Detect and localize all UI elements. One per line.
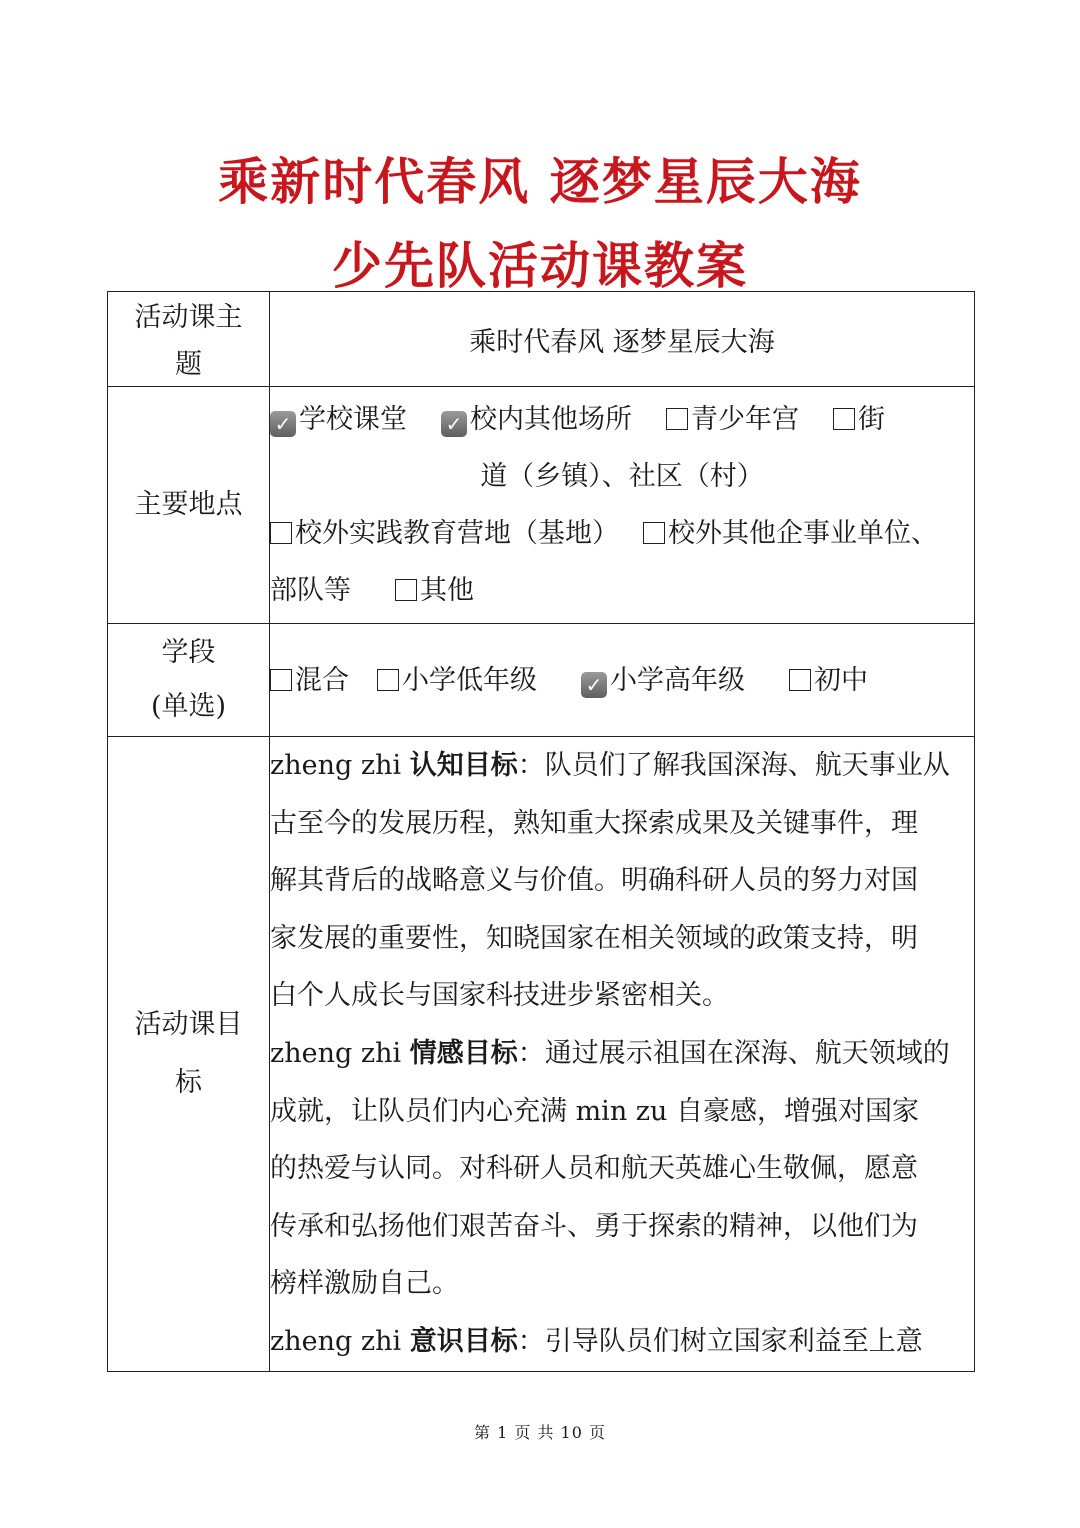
theme-label-line1: 活动课主 [134, 302, 243, 333]
empty-checkbox-icon [666, 408, 688, 430]
location-label: 主要地点 [134, 489, 243, 520]
option-school-classroom[interactable]: ✓ 学校课堂 [270, 391, 407, 448]
table-row-grade [108, 624, 975, 737]
goal-text-line: 家发展的重要性，知晓国家在相关领域的政策支持，明 [270, 922, 918, 954]
goal-text-line: 的热爱与认同。对科研人员和航天英雄心生敬佩，愿意 [270, 1153, 918, 1185]
option-other-enterprise[interactable]: 校外其他企事业单位、 [643, 505, 938, 562]
goal-text-line: 解其背后的战略意义与价值。明确科研人员的努力对国 [270, 865, 918, 897]
grade-options-cell [270, 624, 975, 737]
goal-text-line: 白个人成长与国家科技进步紧密相关。 [270, 980, 729, 1012]
lesson-plan-table [107, 291, 975, 1372]
table-row-goals [108, 737, 975, 1372]
option-street-community-continued: 道（乡镇）、社区（村） [480, 461, 764, 492]
option-junior-high[interactable]: 初中 [789, 652, 868, 709]
emotion-goal-title: 情感目标 [409, 1037, 518, 1069]
option-practice-camp[interactable]: 校外实践教育营地（基地） [270, 505, 619, 562]
option-youth-palace[interactable]: 青少年宫 [666, 391, 799, 448]
checked-checkbox-icon: ✓ [441, 411, 467, 437]
option-mixed[interactable]: 混合 [270, 652, 349, 709]
page-footer: 第 1 页 共 10 页 [474, 1423, 606, 1442]
goal-text-line: 榜样激励自己。 [270, 1268, 459, 1300]
goal-text-line: 传承和弘扬他们艰苦奋斗、勇于探索的精神，以他们为 [270, 1210, 918, 1242]
document-subtitle: 少先队活动课教案 [332, 237, 748, 295]
location-options-cell [270, 387, 975, 624]
empty-checkbox-icon [270, 669, 292, 691]
emotion-goal-line: zheng zhi 情感目标：通过展示祖国在深海、航天领域的 [270, 1037, 950, 1069]
cognitive-goal-line: zheng zhi 认知目标：队员们了解我国深海、航天事业从 [270, 750, 950, 781]
table-row-theme [108, 292, 975, 387]
option-other-enterprise-continued: 部队等 [270, 575, 351, 606]
grade-label-line2: (单选) [150, 691, 227, 722]
theme-value-cell [270, 292, 975, 387]
goal-text-line: 成就，让队员们内心充满 min zu 自豪感，增强对国家 [270, 1095, 919, 1127]
goals-label-line2: 标 [175, 1067, 202, 1098]
option-other[interactable]: 其他 [395, 562, 474, 619]
goals-content-cell [270, 737, 975, 1372]
empty-checkbox-icon [833, 408, 855, 430]
awareness-goal-line: zheng zhi 意识目标：引导队员们树立国家利益至上意 [270, 1325, 923, 1357]
empty-checkbox-icon [643, 522, 665, 544]
grade-label-line1: 学段 [161, 637, 216, 668]
empty-checkbox-icon [377, 669, 399, 691]
empty-checkbox-icon [395, 579, 417, 601]
goals-label-line1: 活动课目 [134, 1009, 243, 1040]
theme-label-line2: 题 [175, 349, 202, 380]
empty-checkbox-icon [789, 669, 811, 691]
grade-label-cell [108, 624, 270, 737]
option-street-community[interactable]: 街 [833, 391, 885, 448]
checked-checkbox-icon: ✓ [270, 411, 296, 437]
option-school-other-place[interactable]: ✓ 校内其他场所 [441, 391, 632, 448]
option-primary-lower[interactable]: 小学低年级 [377, 652, 537, 709]
theme-label-cell [108, 292, 270, 387]
option-primary-upper[interactable]: ✓ 小学高年级 [581, 652, 745, 709]
goals-label-cell [108, 737, 270, 1372]
document-title: 乘新时代春风 逐梦星辰大海 [218, 153, 862, 211]
goal-text-line: 古至今的发展历程，熟知重大探索成果及关键事件，理 [270, 807, 918, 839]
checked-checkbox-icon: ✓ [581, 672, 607, 698]
table-row-location [108, 387, 975, 624]
location-label-cell [108, 387, 270, 624]
empty-checkbox-icon [270, 522, 292, 544]
awareness-goal-title: 意识目标 [409, 1325, 518, 1357]
cognitive-goal-title: 认知目标 [409, 750, 518, 781]
theme-value: 乘时代春风 逐梦星辰大海 [469, 326, 775, 358]
